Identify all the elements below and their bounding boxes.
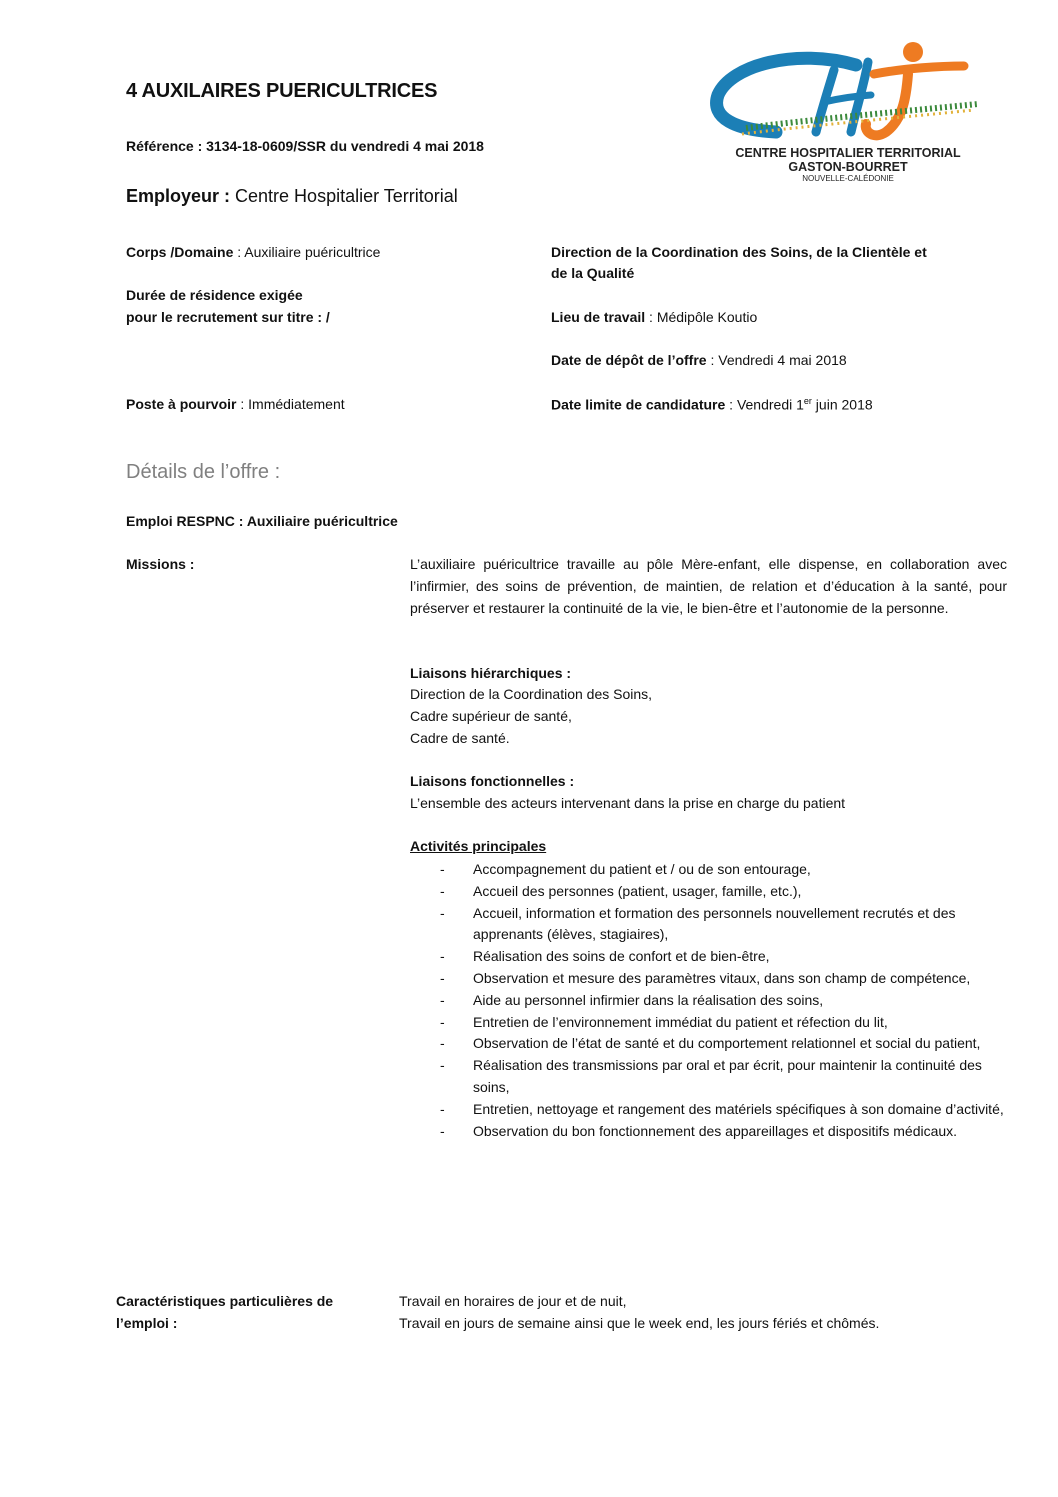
direction-line-2: de la Qualité (551, 265, 635, 281)
dash: - (440, 991, 445, 1008)
dash: - (440, 1100, 445, 1117)
lieu-value: : Médipôle Koutio (645, 309, 758, 325)
activite-text: Observation de l’état de santé et du comportement relationnel et social du patient, (473, 1035, 981, 1052)
duree-label-2: pour le recrutement sur titre : / (126, 309, 330, 325)
list-item (410, 990, 1013, 1012)
dash: - (440, 948, 445, 965)
depot-line (551, 352, 847, 368)
activite-text: Réalisation des soins de confort et de bien-être, (473, 948, 770, 965)
page-title: 4 AUXILAIRES PUERICULTRICES (126, 80, 438, 102)
liaisons-h-item: Cadre de santé. (410, 730, 510, 746)
activite-text: Observation et mesure des paramètres vitaux, dans son champ de compétence, (473, 969, 971, 986)
lieu-line (551, 309, 757, 325)
activite-text: Entretien, nettoyage et rangement des matériels spécifiques à son domaine d’activité, (473, 1100, 1004, 1117)
corps-label: Corps /Domaine (126, 244, 234, 260)
activite-text: Aide au personnel infirmier dans la réalisation des soins, (473, 991, 824, 1008)
dash: - (440, 1122, 445, 1139)
logo-line-3: NOUVELLE-CALÉDONIE (802, 174, 894, 183)
liaisons-h-item: Cadre supérieur de santé, (410, 708, 572, 724)
details-heading: Détails de l’offre : (126, 461, 281, 483)
employer-line (126, 186, 458, 207)
limite-value-1: : Vendredi 1 (725, 396, 804, 413)
poste-label: Poste à pourvoir (126, 396, 237, 412)
logo-line-2: GASTON-BOURRET (788, 160, 908, 174)
dash: - (440, 969, 445, 986)
caracteristiques-line-1: Travail en horaires de jour et de nuit, (399, 1293, 627, 1309)
poste-line (126, 396, 345, 412)
missions-text: L’auxiliaire puéricultrice travaille au pôle Mère-enfant, elle dispense, en collaboration avec l’infirmier, des soins de prévention, de maintien, de relation et d’éducation à la santé, pour préserver et restaurer la continuité de la vie, le bien-être et l’autonomie de la personne. (410, 556, 1007, 616)
dash: - (440, 861, 445, 877)
caracteristiques-label-1: Caractéristiques particulières de (116, 1293, 334, 1309)
list-item (410, 903, 1013, 947)
limite-label: Date limite de candidature (551, 396, 726, 413)
activite-text: Entretien de l’environnement immédiat du patient et réfection du lit, (473, 1013, 888, 1030)
poste-value: : Immédiatement (236, 396, 345, 412)
list-item (410, 1012, 1013, 1034)
logo-line-1: CENTRE HOSPITALIER TERRITORIAL (735, 146, 961, 160)
dash: - (440, 1035, 445, 1052)
list-item (410, 968, 1013, 990)
list-item (410, 881, 1013, 903)
employer-label: Employeur : (126, 186, 231, 206)
liaisons-h-label: Liaisons hiérarchiques : (410, 665, 572, 681)
liaisons-h-item: Direction de la Coordination des Soins, (410, 686, 653, 702)
caracteristiques-label-2: l’emploi : (116, 1315, 178, 1331)
limite-value-2: juin 2018 (811, 396, 873, 413)
activite-text: Observation du bon fonctionnement des appareillages et dispositifs médicaux. (473, 1122, 958, 1139)
limite-line (551, 396, 873, 413)
employer-value: Centre Hospitalier Territorial (230, 186, 458, 206)
depot-label: Date de dépôt de l’offre (551, 352, 707, 368)
list-item (410, 1099, 1013, 1121)
reference-line: Référence : 3134-18-0609/SSR du vendredi 4 mai 2018 (126, 138, 484, 154)
caracteristiques-line-2: Travail en jours de semaine ainsi que le week end, les jours fériés et chômés. (399, 1315, 880, 1331)
activite-text: Accompagnement du patient et / ou de son entourage, (473, 861, 811, 877)
list-item (410, 859, 1013, 881)
duree-label-1: Durée de résidence exigée (126, 287, 303, 303)
emploi-line: Emploi RESPNC : Auxiliaire puéricultrice (126, 513, 398, 529)
activites-label: Activités principales (410, 838, 547, 854)
list-item (410, 946, 1013, 968)
lieu-label: Lieu de travail (551, 309, 646, 325)
direction-line-1: Direction de la Coordination des Soins, de la Clientèle et (551, 244, 927, 260)
list-item (410, 1121, 1013, 1143)
activite-text: Accueil, information et formation des personnels nouvellement recrutés et des apprenants (élèves, stagiaires), (473, 904, 956, 943)
limite-sup: er (803, 396, 812, 406)
corps-line (126, 244, 380, 260)
depot-value: : Vendredi 4 mai 2018 (706, 352, 847, 368)
liaisons-f-text: L’ensemble des acteurs intervenant dans la prise en charge du patient (410, 795, 846, 811)
dash: - (440, 882, 445, 899)
dash: - (440, 904, 445, 921)
activite-text: Réalisation des transmissions par oral et par écrit, pour maintenir la continuité des soins, (473, 1057, 982, 1095)
activite-text: Accueil des personnes (patient, usager, famille, etc.), (473, 882, 802, 899)
list-item (410, 1033, 1013, 1055)
missions-label: Missions : (126, 556, 195, 572)
activites-list (410, 859, 1010, 1142)
dash: - (440, 1057, 445, 1074)
liaisons-f-label: Liaisons fonctionnelles : (410, 773, 575, 789)
corps-value: : Auxiliaire puéricultrice (233, 244, 381, 260)
list-item (410, 1055, 1013, 1099)
dash: - (440, 1013, 445, 1030)
